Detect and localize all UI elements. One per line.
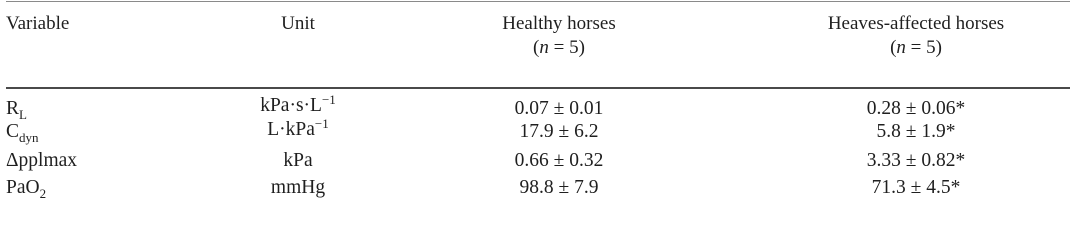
row-unit xyxy=(271,177,325,199)
row-heaves-value xyxy=(867,150,965,172)
row-heaves-value xyxy=(872,177,961,199)
variable-base: Δpplmax xyxy=(6,150,78,171)
unit-superscript: −1 xyxy=(321,92,336,107)
healthy-value: 17.9 ± 6.2 xyxy=(519,121,599,142)
variable-subscript: L xyxy=(19,107,27,122)
heaves-value: 3.33 ± 0.82* xyxy=(866,150,966,171)
header-healthy-label: Healthy horses xyxy=(502,13,616,34)
header-variable xyxy=(6,12,69,36)
healthy-value: 98.8 ± 7.9 xyxy=(519,177,599,198)
unit-base: kPa·s·L xyxy=(260,95,322,116)
header-rule xyxy=(6,87,1070,89)
unit-base: L·kPa xyxy=(267,119,315,140)
header-heaves-n-var: n xyxy=(896,37,906,58)
variable-base: PaO xyxy=(6,177,40,198)
header-heaves-n-val: = 5) xyxy=(905,37,942,58)
variable-subscript: 2 xyxy=(39,186,47,201)
heaves-value: 0.28 ± 0.06* xyxy=(866,98,966,119)
header-healthy-n-val: = 5) xyxy=(548,37,585,58)
header-heaves-n: (n = 5) xyxy=(890,37,942,58)
row-healthy-value xyxy=(520,121,599,143)
row-unit xyxy=(260,92,336,118)
header-healthy-n: (n = 5) xyxy=(533,37,585,58)
row-unit xyxy=(267,116,329,142)
header-unit xyxy=(281,12,315,36)
heaves-value: 71.3 ± 4.5* xyxy=(871,177,961,198)
variable-base: R xyxy=(6,98,20,119)
unit-base: kPa xyxy=(283,150,313,171)
header-heaves xyxy=(828,12,1004,60)
row-variable xyxy=(6,121,39,144)
row-heaves-value xyxy=(867,98,965,120)
healthy-value: 0.07 ± 0.01 xyxy=(514,98,604,119)
row-healthy-value xyxy=(515,150,604,172)
row-healthy-value xyxy=(515,98,604,120)
row-variable xyxy=(6,177,46,200)
row-healthy-value xyxy=(520,177,599,199)
variable-base: C xyxy=(6,121,20,142)
unit-superscript: −1 xyxy=(314,116,329,131)
variable-subscript: dyn xyxy=(19,130,39,145)
row-variable xyxy=(6,98,27,121)
healthy-value: 0.66 ± 0.32 xyxy=(514,150,604,171)
header-heaves-label: Heaves-affected horses xyxy=(827,13,1005,34)
header-unit-label: Unit xyxy=(281,13,315,34)
heaves-value: 5.8 ± 1.9* xyxy=(876,121,956,142)
row-variable xyxy=(6,150,77,172)
header-healthy xyxy=(502,12,615,60)
row-heaves-value xyxy=(877,121,956,143)
header-variable-label: Variable xyxy=(6,13,70,34)
top-rule xyxy=(6,1,1070,2)
row-unit xyxy=(283,150,312,172)
header-healthy-n-var: n xyxy=(539,37,549,58)
unit-base: mmHg xyxy=(270,177,326,198)
